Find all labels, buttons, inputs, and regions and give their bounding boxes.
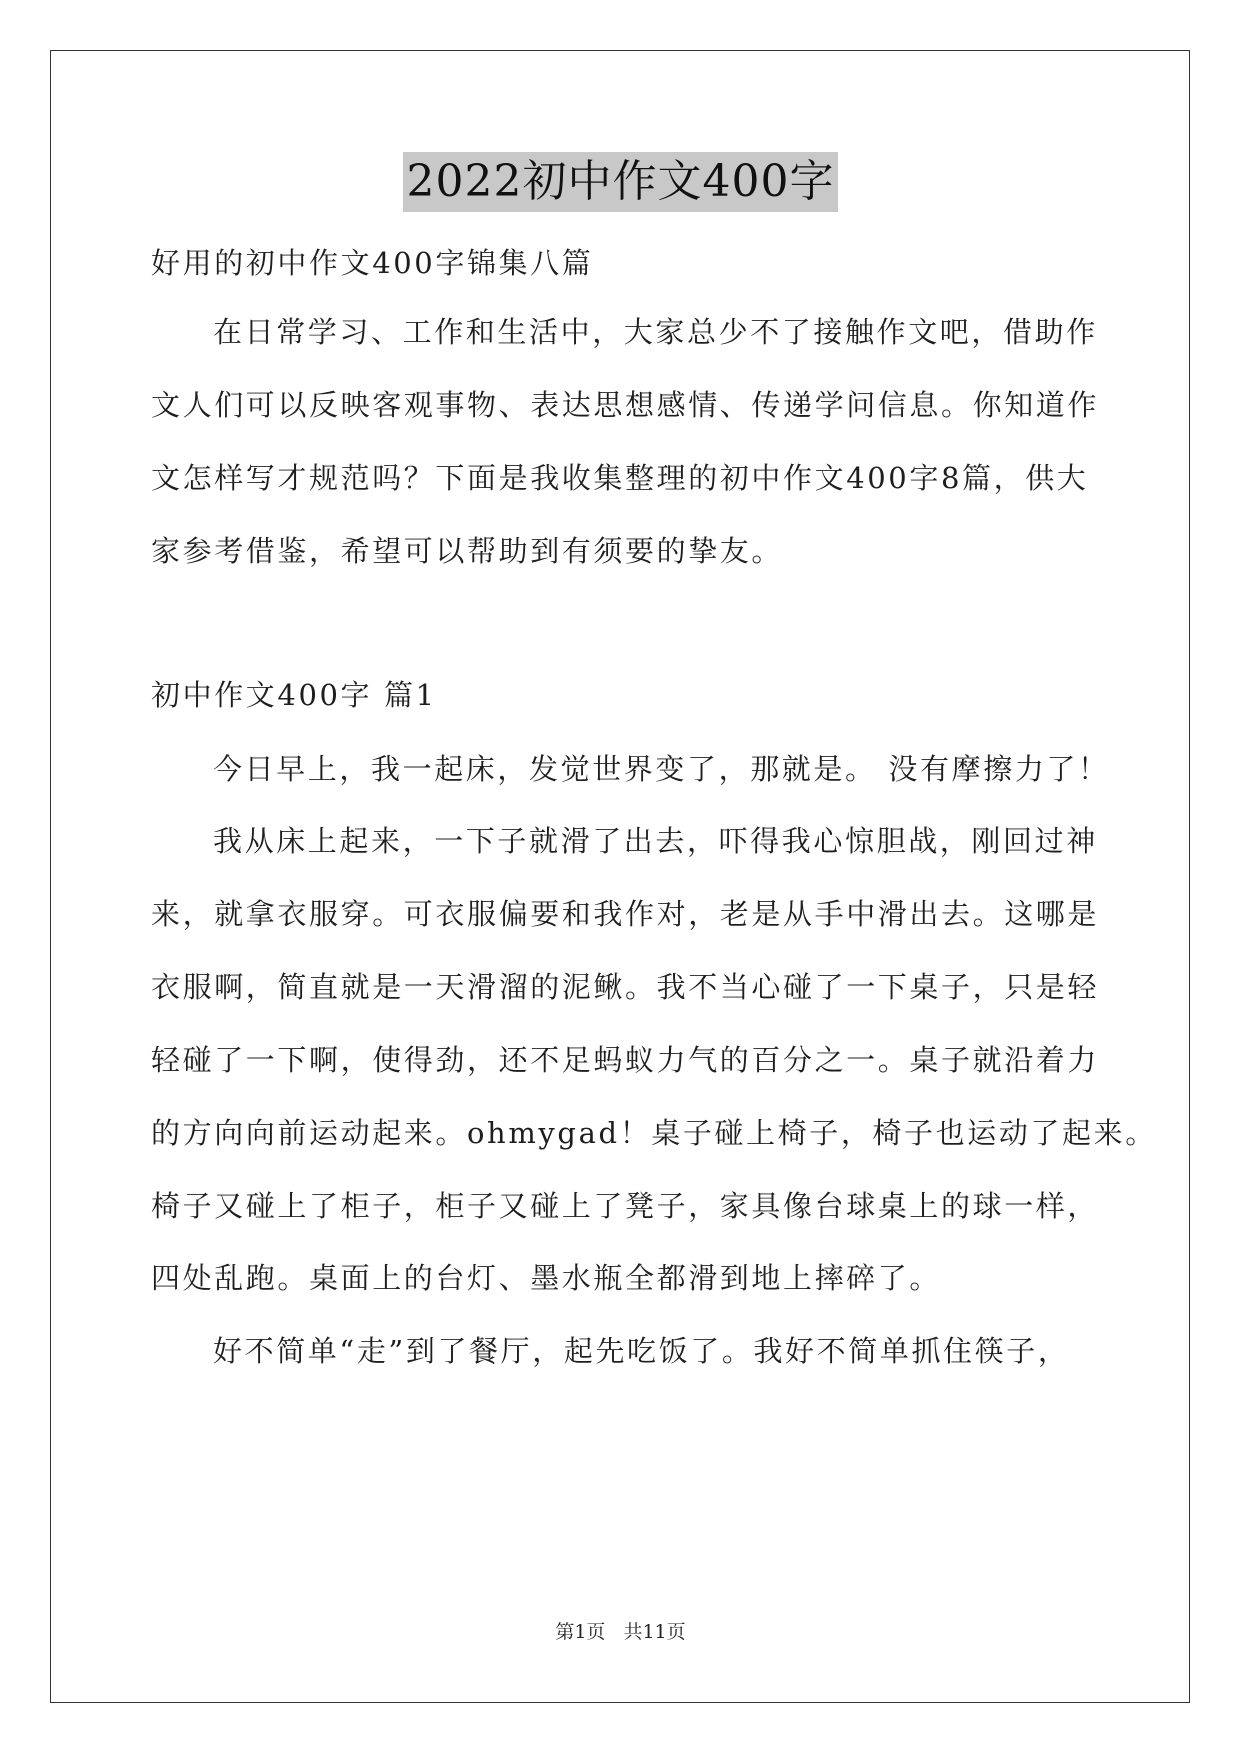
body-line: 轻碰了一下啊，使得劲，还不足蚂蚁力气的百分之一。桌子就沿着力: [151, 1043, 1100, 1077]
intro-line: 家参考借鉴，希望可以帮助到有须要的挚友。: [151, 534, 784, 568]
title-container: [0, 152, 1241, 212]
body-line: 椅子又碰上了柜子，柜子又碰上了凳子，家具像台球桌上的球一样，: [151, 1189, 1100, 1223]
body-line: 今日早上，我一起床，发觉世界变了，那就是。 没有摩擦力了！: [213, 752, 1110, 786]
body-line: 我从床上起来，一下子就滑了出去，吓得我心惊胆战，刚回过神: [213, 824, 1098, 858]
page-border: [50, 50, 1190, 1703]
intro-line: 文怎样写才规范吗？下面是我收集整理的初中作文400字8篇，供大: [151, 461, 1089, 495]
document-title: 2022初中作文400字: [403, 152, 839, 212]
document-subtitle: 好用的初中作文400字锦集八篇: [151, 246, 594, 280]
body-line: 四处乱跑。桌面上的台灯、墨水瓶全都滑到地上摔碎了。: [151, 1261, 942, 1295]
page-number: 第1页: [555, 1621, 606, 1643]
page-total: 共11页: [623, 1621, 686, 1643]
intro-line: 在日常学习、工作和生活中，大家总少不了接触作文吧，借助作: [213, 315, 1098, 349]
section-heading: 初中作文400字 篇1: [151, 678, 437, 712]
body-line: 的方向向前运动起来。ohmygad！桌子碰上椅子，椅子也运动了起来。: [151, 1116, 1157, 1150]
body-line: 好不简单“走”到了餐厅，起先吃饭了。我好不简单抓住筷子，: [213, 1334, 1070, 1368]
body-line: 衣服啊，简直就是一天滑溜的泥鳅。我不当心碰了一下桌子，只是轻: [151, 970, 1100, 1004]
page-footer: [0, 1619, 1241, 1645]
body-line: 来，就拿衣服穿。可衣服偏要和我作对，老是从手中滑出去。这哪是: [151, 897, 1100, 931]
intro-line: 文人们可以反映客观事物、表达思想感情、传递学问信息。你知道作: [151, 388, 1100, 422]
